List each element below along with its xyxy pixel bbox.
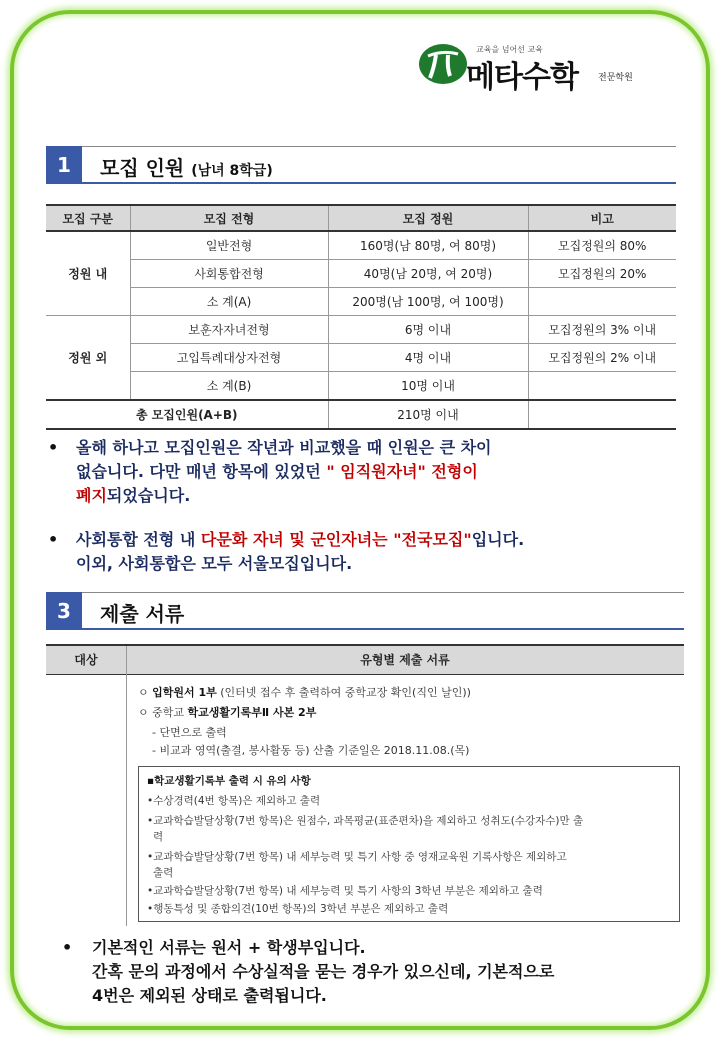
- quota-cell: 6명 이내: [328, 316, 528, 344]
- divider: [82, 182, 676, 184]
- section-title-text: 모집 인원: [100, 156, 185, 180]
- total-label: 총 모집인원(A+B): [46, 400, 328, 429]
- note-cell: 모집정원의 2% 이내: [528, 344, 676, 372]
- table-row: [46, 260, 676, 288]
- bullet-text: 사회통합 전형 내: [76, 530, 201, 549]
- doc-item: [138, 684, 471, 700]
- bullet-text: 되었습니다.: [106, 486, 191, 505]
- bullet-note-3: [62, 936, 692, 1008]
- divider: [82, 592, 684, 593]
- header-cell: 모집 정원: [328, 205, 528, 231]
- notice-line: •교과학습발달상황(7번 항목) 내 세부능력 및 특기 사항 중 영재교육원 기록사항은 제외하고: [147, 851, 567, 863]
- section-3-header: [46, 592, 684, 630]
- note-cell: [528, 288, 676, 316]
- quota-cell: 40명(남 20명, 여 20명): [328, 260, 528, 288]
- quota-cell: 10명 이내: [328, 372, 528, 401]
- quota-cell: 4명 이내: [328, 344, 528, 372]
- bullet-dot: •: [48, 530, 59, 549]
- pi-logo-icon: [418, 42, 468, 86]
- table-row: [46, 372, 676, 401]
- section-title: 제출 서류: [100, 602, 185, 626]
- doc-subitem: - 비교과 영역(출결, 봉사활동 등) 산출 기준일은 2018.11.08.(목): [152, 744, 470, 757]
- header-cell: 유형별 제출 서류: [360, 653, 450, 667]
- type-cell: 소 계(A): [130, 288, 328, 316]
- bullet-line: [76, 460, 676, 484]
- table-row: [46, 316, 676, 344]
- notice-title: ▪학교생활기록부 출력 시 유의 사항: [147, 775, 311, 787]
- type-cell: 일반전형: [130, 231, 328, 260]
- table-body: [46, 674, 684, 926]
- group-label: 정원 외: [46, 316, 130, 401]
- note-cell: 모집정원의 20%: [528, 260, 676, 288]
- item-title: 학교생활기록부Ⅱ 사본 2부: [187, 706, 317, 719]
- documents-table: [46, 644, 684, 926]
- logo-sub: 전문학원: [598, 73, 633, 83]
- doc-item: [138, 704, 316, 720]
- table-header-row: [46, 205, 676, 231]
- section-title: [100, 152, 273, 181]
- bullet-text: 없습니다. 다만 매년 항목에 있었던: [76, 462, 327, 481]
- bullet-highlight: " 임직원자녀" 전형이: [326, 462, 478, 481]
- divider: [82, 628, 684, 630]
- bullet-line: 올해 하나고 모집인원은 작년과 비교했을 때 인원은 큰 차이: [76, 438, 492, 457]
- note-cell: 모집정원의 80%: [528, 231, 676, 260]
- header-cell: 비고: [528, 205, 676, 231]
- note-cell: 모집정원의 3% 이내: [528, 316, 676, 344]
- bullet-note-1: [48, 436, 676, 508]
- bullet-dot: •: [62, 938, 73, 957]
- bullet-highlight: 폐지: [76, 486, 107, 505]
- logo-slogan: 교육을 넘어선 교육: [476, 45, 543, 54]
- table-row: [46, 288, 676, 316]
- total-row: [46, 400, 676, 429]
- notice-line: •행동특성 및 종합의견(10번 항목)의 3학년 부분은 제외하고 출력: [147, 903, 449, 915]
- bullet-line: 이외, 사회통합은 모두 서울모집입니다.: [76, 554, 353, 573]
- total-note: [528, 400, 676, 429]
- section-number: 1: [46, 146, 82, 184]
- brand-logo: [418, 42, 648, 95]
- item-marker: ㅇ: [138, 686, 153, 699]
- table-row: [46, 231, 676, 260]
- bullet-dot: •: [48, 438, 59, 457]
- column-divider: [126, 674, 127, 926]
- table-row: [46, 344, 676, 372]
- item-marker: ㅇ 중학교: [138, 706, 188, 719]
- section-1-header: [46, 146, 676, 184]
- type-cell: 보훈자자녀전형: [130, 316, 328, 344]
- bullet-text: 입니다.: [471, 530, 525, 549]
- bullet-line: 기본적인 서류는 원서 + 학생부입니다.: [92, 938, 366, 957]
- bullet-note-2: [48, 528, 676, 576]
- type-cell: 고입특례대상자전형: [130, 344, 328, 372]
- notice-line: •수상경력(4번 항목)은 제외하고 출력: [147, 795, 321, 807]
- notice-box: [138, 766, 680, 922]
- group-label: 정원 내: [46, 231, 130, 316]
- header-cell: 모집 구분: [46, 205, 130, 231]
- notice-line: •교과학습발달상황(7번 항목)은 원점수, 과목평균(표준편차)을 제외하고 성취도(수강자수)만 출: [147, 815, 584, 827]
- notice-line: 력: [153, 831, 164, 843]
- total-quota: 210명 이내: [328, 400, 528, 429]
- section-title-note: (남녀 8학급): [191, 163, 273, 179]
- logo-name: 메타수학: [466, 60, 578, 95]
- bullet-highlight: 다문화 자녀 및 군인자녀는 "전국모집": [200, 530, 472, 549]
- bullet-line: [76, 528, 676, 552]
- item-title: 입학원서 1부: [152, 686, 217, 699]
- recruitment-table: [46, 204, 676, 430]
- bullet-line: [76, 484, 676, 508]
- divider: [82, 146, 676, 147]
- bullet-line: 간혹 문의 과정에서 수상실적을 묻는 경우가 있으신데, 기본적으로: [92, 962, 555, 981]
- quota-cell: 160명(남 80명, 여 80명): [328, 231, 528, 260]
- header-cell: 모집 전형: [130, 205, 328, 231]
- notice-line: 출력: [153, 867, 174, 879]
- type-cell: 사회통합전형: [130, 260, 328, 288]
- note-cell: [528, 372, 676, 401]
- item-detail: (인터넷 접수 후 출력하여 중학교장 확인(직인 날인)): [216, 686, 471, 699]
- bullet-line: 4번은 제외된 상태로 출력됩니다.: [92, 986, 327, 1005]
- table-header-row: [46, 644, 684, 675]
- notice-line: •교과학습발달상황(7번 항목) 내 세부능력 및 특기 사항의 3학년 부분은 제외하고 출력: [147, 885, 543, 897]
- type-cell: 소 계(B): [130, 372, 328, 401]
- section-number: 3: [46, 592, 82, 630]
- doc-subitem: - 단면으로 출력: [152, 726, 227, 739]
- quota-cell: 200명(남 100명, 여 100명): [328, 288, 528, 316]
- header-cell: 대상: [46, 646, 127, 674]
